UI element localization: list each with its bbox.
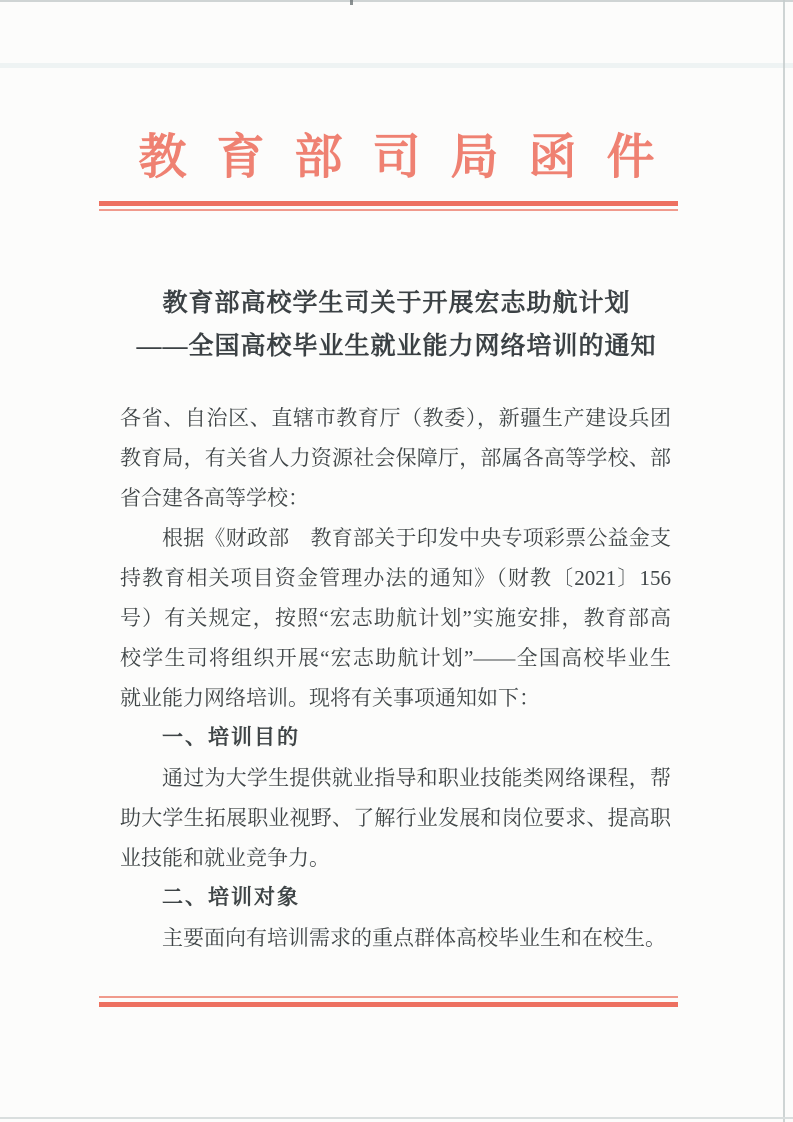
body-line: 省合建各高等学校： — [120, 486, 309, 510]
document-title-line1: 教育部高校学生司关于开展宏志助航计划 — [162, 290, 631, 317]
letterhead-title: 教育部司局函件 — [138, 131, 685, 184]
scan-artifact-band — [0, 63, 793, 68]
body-line: 各省、自治区、直辖市教育厅（教委），新疆生产建设兵团 — [120, 406, 671, 430]
scan-edge-top — [0, 0, 793, 2]
footer-rule-thick — [99, 1002, 678, 1007]
section-heading: 二、培训对象 — [162, 886, 300, 909]
document-title — [0, 282, 793, 368]
document-body — [120, 398, 671, 958]
body-line: 业技能和就业竞争力。 — [120, 846, 330, 870]
body-line: 就业能力网络培训。现将有关事项通知如下： — [120, 686, 540, 710]
section-heading: 一、培训目的 — [162, 726, 300, 749]
scan-artifact-tick — [350, 0, 353, 5]
body-line: 校学生司将组织开展“宏志助航计划”——全国高校毕业生 — [120, 646, 671, 670]
scan-edge-bottom — [0, 1117, 793, 1119]
body-line: 主要面向有培训需求的重点群体高校毕业生和在校生。 — [162, 926, 666, 950]
document-title-line2: ——全国高校毕业生就业能力网络培训的通知 — [136, 333, 657, 360]
body-line: 号）有关规定，按照“宏志助航计划”实施安排，教育部高 — [120, 606, 671, 630]
footer-rule-thin — [99, 996, 678, 998]
body-line: 持教育相关项目资金管理办法的通知》（财教〔2021〕156 — [120, 566, 671, 590]
letterhead-rule-thick — [99, 201, 678, 206]
letterhead-rule-thin — [99, 209, 678, 211]
body-line: 教育局，有关省人力资源社会保障厅，部属各高等学校、部 — [120, 446, 671, 470]
body-line: 助大学生拓展职业视野、了解行业发展和岗位要求、提高职 — [120, 806, 671, 830]
body-line: 根据《财政部 教育部关于印发中央专项彩票公益金支 — [162, 526, 671, 550]
body-line: 通过为大学生提供就业指导和职业技能类网络课程，帮 — [162, 766, 671, 790]
